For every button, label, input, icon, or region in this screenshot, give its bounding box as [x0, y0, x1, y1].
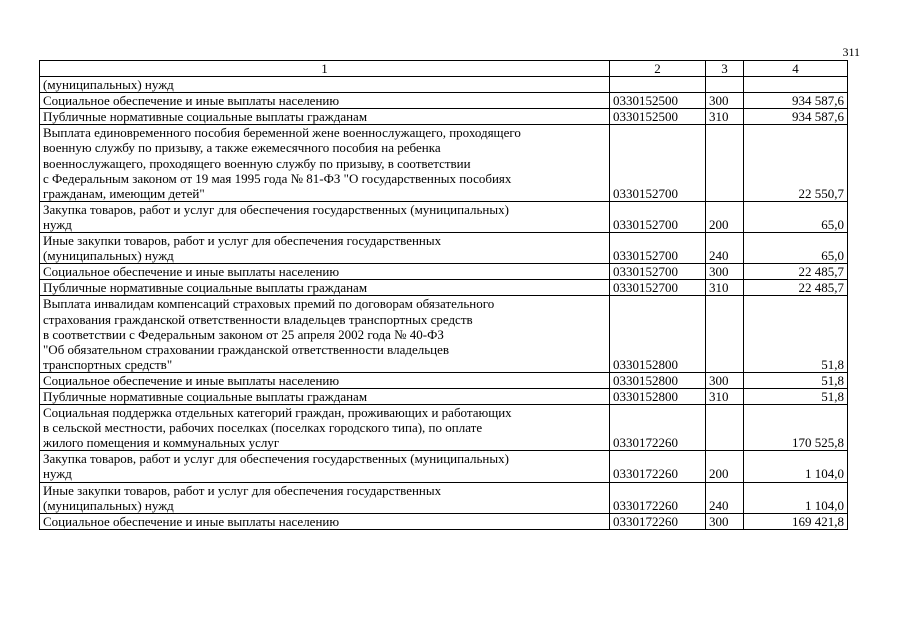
- row-code: 0330152500: [610, 109, 706, 125]
- table-row: [40, 405, 848, 451]
- row-expense-type: 300: [706, 513, 744, 529]
- row-expense-type: 310: [706, 109, 744, 125]
- column-header: 3: [706, 61, 744, 77]
- row-expense-type: 300: [706, 372, 744, 388]
- row-expense-type: 200: [706, 451, 744, 482]
- table-row: [40, 513, 848, 529]
- row-description: Социальная поддержка отдельных категорий граждан, проживающих и работающих в сельской местности, рабочих поселках (поселках городского типа), по оплате жилого помещения и коммунальных услуг: [40, 405, 610, 451]
- table-row: [40, 372, 848, 388]
- table-row: [40, 77, 848, 93]
- table-header-row: [40, 61, 848, 77]
- row-expense-type: 240: [706, 482, 744, 513]
- table-row: [40, 264, 848, 280]
- table-row: [40, 109, 848, 125]
- row-description: Социальное обеспечение и иные выплаты населению: [40, 513, 610, 529]
- row-expense-type: 310: [706, 280, 744, 296]
- row-amount: 170 525,8: [744, 405, 848, 451]
- row-expense-type: 240: [706, 233, 744, 264]
- row-code: 0330172260: [610, 482, 706, 513]
- row-code: [610, 77, 706, 93]
- table-row: [40, 93, 848, 109]
- row-description: Закупка товаров, работ и услуг для обеспечения государственных (муниципальных) нужд: [40, 451, 610, 482]
- row-description: Публичные нормативные социальные выплаты гражданам: [40, 280, 610, 296]
- row-expense-type: 300: [706, 264, 744, 280]
- row-description: Выплата инвалидам компенсаций страховых премий по договорам обязательного страхования гражданской ответственности владельцев транспортных средств в соответствии с Федеральным законом от 25 апреля 2002 года № 40-ФЗ "Об обязательном страховании гражданской ответственности владельцев транспортных средств": [40, 296, 610, 372]
- row-expense-type: [706, 405, 744, 451]
- row-amount: 169 421,8: [744, 513, 848, 529]
- table-row: [40, 201, 848, 232]
- row-code: 0330172260: [610, 405, 706, 451]
- row-expense-type: 310: [706, 388, 744, 404]
- row-amount: 51,8: [744, 372, 848, 388]
- row-code: 0330152700: [610, 201, 706, 232]
- row-amount: 1 104,0: [744, 451, 848, 482]
- page-number: 311: [842, 45, 860, 59]
- row-amount: 22 550,7: [744, 125, 848, 201]
- row-description: Социальное обеспечение и иные выплаты населению: [40, 264, 610, 280]
- row-code: 0330172260: [610, 513, 706, 529]
- row-amount: 934 587,6: [744, 109, 848, 125]
- table-row: [40, 296, 848, 372]
- row-code: 0330152800: [610, 296, 706, 372]
- row-amount: 65,0: [744, 233, 848, 264]
- row-description: Публичные нормативные социальные выплаты гражданам: [40, 388, 610, 404]
- row-amount: 22 485,7: [744, 280, 848, 296]
- row-description: Публичные нормативные социальные выплаты гражданам: [40, 109, 610, 125]
- row-amount: [744, 77, 848, 93]
- table-row: [40, 388, 848, 404]
- table-row: [40, 233, 848, 264]
- row-amount: 51,8: [744, 388, 848, 404]
- row-code: 0330152500: [610, 93, 706, 109]
- row-expense-type: [706, 296, 744, 372]
- row-amount: 22 485,7: [744, 264, 848, 280]
- row-amount: 51,8: [744, 296, 848, 372]
- row-code: 0330152700: [610, 280, 706, 296]
- row-code: 0330172260: [610, 451, 706, 482]
- row-amount: 65,0: [744, 201, 848, 232]
- row-description: Социальное обеспечение и иные выплаты населению: [40, 93, 610, 109]
- table-row: [40, 451, 848, 482]
- table-row: [40, 125, 848, 201]
- row-amount: 1 104,0: [744, 482, 848, 513]
- column-header: 1: [40, 61, 610, 77]
- column-header: 2: [610, 61, 706, 77]
- row-code: 0330152700: [610, 233, 706, 264]
- row-description: (муниципальных) нужд: [40, 77, 610, 93]
- row-description: Иные закупки товаров, работ и услуг для обеспечения государственных (муниципальных) нужд: [40, 233, 610, 264]
- table-body: [40, 61, 848, 530]
- table-row: [40, 280, 848, 296]
- row-code: 0330152800: [610, 372, 706, 388]
- row-code: 0330152700: [610, 125, 706, 201]
- row-description: Социальное обеспечение и иные выплаты населению: [40, 372, 610, 388]
- column-header: 4: [744, 61, 848, 77]
- row-description: Закупка товаров, работ и услуг для обеспечения государственных (муниципальных) нужд: [40, 201, 610, 232]
- row-expense-type: [706, 77, 744, 93]
- budget-table: [39, 60, 848, 530]
- row-code: 0330152800: [610, 388, 706, 404]
- row-description: Иные закупки товаров, работ и услуг для обеспечения государственных (муниципальных) нужд: [40, 482, 610, 513]
- row-description: Выплата единовременного пособия беременной жене военнослужащего, проходящего военную службу по призыву, а также ежемесячного пособия на ребенка военнослужащего, проходящего военную службу по призыву, в соответствии с Федеральным законом от 19 мая 1995 года № 81-ФЗ "О государственных пособиях гражданам, имеющим детей": [40, 125, 610, 201]
- row-expense-type: [706, 125, 744, 201]
- table-row: [40, 482, 848, 513]
- row-code: 0330152700: [610, 264, 706, 280]
- row-expense-type: 200: [706, 201, 744, 232]
- row-expense-type: 300: [706, 93, 744, 109]
- row-amount: 934 587,6: [744, 93, 848, 109]
